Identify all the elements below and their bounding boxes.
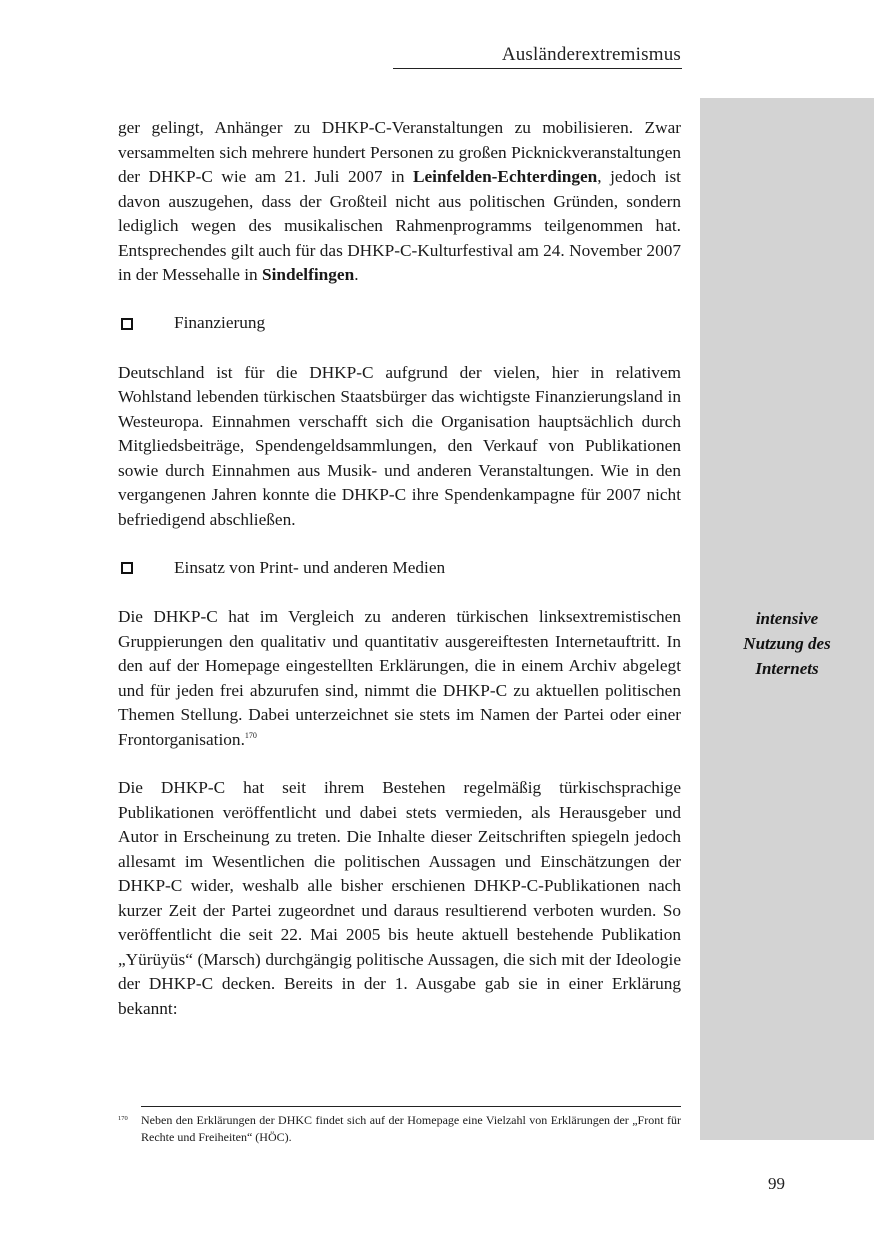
section-heading-label: Einsatz von Print- und anderen Medien	[174, 557, 446, 577]
footnote-reference[interactable]: 170	[244, 730, 257, 740]
running-header-title: Ausländerextremismus	[501, 44, 681, 65]
margin-note	[700, 606, 874, 681]
paragraph-text: Die DHKP-C hat im Vergleich zu anderen türkischen linksextremistischen Gruppierungen den qualitativ und quantitativ ausgereiftesten Internetauftritt. In den auf der Homepage eingestellten Erklärungen, die in einem Archiv abgelegt und für jeden frei abzurufen sind, nimmt die DHKP-C zu aktuellen politischen Themen Stellung. Dabei unterzeichnet sie stets im Namen der Partei oder einer Frontorganisation.	[118, 607, 681, 749]
footnote	[118, 1112, 681, 1146]
paragraph-mobilisation	[118, 116, 681, 288]
header-rule	[393, 68, 682, 69]
margin-note-line-1: intensive	[755, 609, 819, 628]
section-heading-label: Finanzierung	[174, 313, 266, 333]
checkbox-bullet-icon	[121, 562, 133, 574]
margin-sidebar	[700, 98, 874, 1140]
main-text	[118, 116, 681, 1021]
page-number: 99	[768, 1174, 785, 1193]
paragraph-text: .	[354, 265, 359, 284]
paragraph-finanzierung: Deutschland ist für die DHKP-C aufgrund der vielen, hier in relativem Wohlstand lebenden türkischen Staatsbürger das wichtigste Finanzierungsland in Westeuropa. Einnahmen verschafft sich die Organisation hauptsächlich durch Mitgliedsbeiträge, Spendengeldsammlungen, den Verkauf von Publikationen sowie durch Einnahmen aus Musik- und anderen Veranstaltungen. Wie in den vergangenen Jahren konnte die DHKP-C ihre Spendenkampagne für 2007 nicht befriedigend abschließen.	[118, 362, 681, 529]
paragraph-text: ger gelingt, Anhänger zu DHKP-C-Veranstaltungen zu mobilisieren. Zwar versammelten sich mehrere hundert Personen zu großen Picknickveranstaltungen der DHKP-C wie am 21. Juli 2007 in	[118, 118, 681, 186]
checkbox-bullet-icon	[121, 318, 133, 330]
paragraph-publikationen: Die DHKP-C hat seit ihrem Bestehen regelmäßig türkischsprachige Publikationen veröffentlicht und dabei stets vermieden, als Herausgeber und Autor in Erscheinung zu treten. Die Inhalte dieser Zeitschriften spiegeln jedoch allesamt im Wesentlichen die politischen Aussagen und Einschätzungen der DHKP-C wider, weshalb alle bisher erschienen DHKP-C-Publikationen nach kurzer Zeit der Partei zugeordnet und daraus resultierend verboten wurden. So veröffentlicht die seit 22. Mai 2005 bis heute aktuell bestehende Publikation „Yürüyüs“ (Marsch) durchgängig politische Aussagen, die sich mit der Ideologie der DHKP-C decken. Bereits in der 1. Ausgabe gab sie in einer Erklärung bekannt:	[118, 778, 681, 1018]
section-heading-finanzierung	[118, 312, 681, 336]
footnote-text: Neben den Erklärungen der DHKC findet sich auf der Homepage eine Vielzahl von Erklärungen der „Front für Rechte und Freiheiten“ (HÖC).	[141, 1113, 681, 1144]
paragraph-internet	[118, 605, 681, 752]
margin-note-line-2: Nutzung des	[743, 634, 831, 653]
section-heading-medien	[118, 556, 681, 580]
place-leinfelden-echterdingen: Leinfelden-Echterdingen	[412, 167, 598, 186]
footnote-rule	[141, 1106, 681, 1107]
place-sindelfingen: Sindelfingen	[261, 265, 355, 284]
margin-note-line-3: Internets	[755, 659, 819, 678]
footnote-number: 170	[118, 1115, 128, 1122]
paragraph-text: , jedoch ist davon auszugehen, dass der Großteil nicht aus politischen Gründen, sondern lediglich wegen des musikalischen Rahmenprogramms teilgenommen hat. Entsprechendes gilt auch für das DHKP-C-Kulturfestival am 24. November 2007 in der Messehalle in	[118, 167, 681, 284]
